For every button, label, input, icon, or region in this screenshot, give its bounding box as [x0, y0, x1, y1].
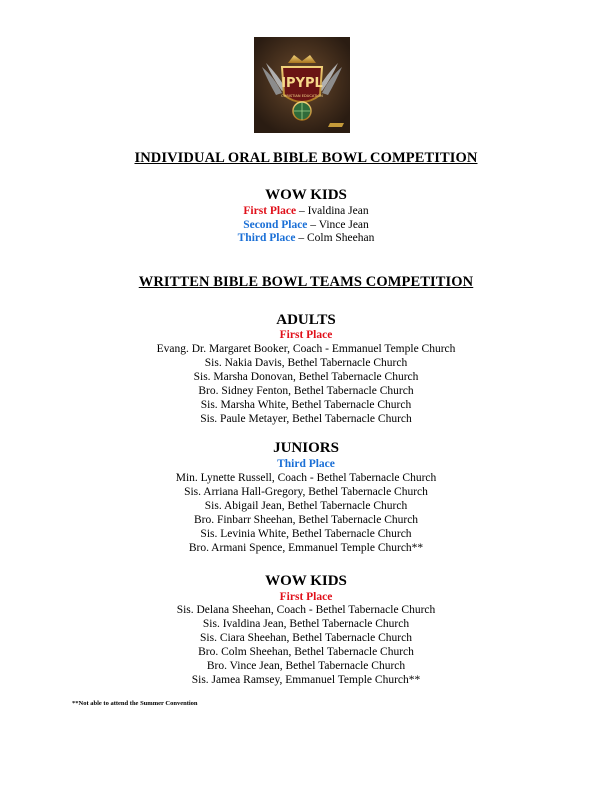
winner-name: Ivaldina Jean [307, 205, 369, 217]
logo-emblem [254, 37, 350, 133]
winner-name: Vince Jean [318, 219, 369, 231]
place-label: Second Place [243, 219, 308, 231]
team-member: Sis. Marsha Donovan, Bethel Tabernacle Church [193, 370, 419, 383]
place-label: Third Place [237, 232, 296, 244]
team-place-juniors: Third Place [277, 458, 335, 470]
oral-result-third [0, 232, 612, 246]
separator: – [296, 205, 308, 217]
team-member: Sis. Nakia Davis, Bethel Tabernacle Church [204, 356, 408, 369]
team-group-juniors: JUNIORS [273, 440, 339, 456]
team-member: Bro. Finbarr Sheehan, Bethel Tabernacle Church [193, 513, 419, 526]
team-member: Bro. Armani Spence, Emmanuel Temple Church** [188, 541, 424, 554]
team-member: Sis. Arriana Hall-Gregory, Bethel Tabernacle Church [184, 485, 428, 498]
team-place-adults: First Place [279, 329, 333, 341]
team-member: Sis. Marsha White, Bethel Tabernacle Church [200, 398, 412, 411]
oral-result-second [0, 219, 612, 233]
logo-subtext: CHRISTIAN EDUCATION [281, 94, 323, 98]
team-member: Sis. Jamea Ramsey, Emmanuel Temple Church** [191, 673, 421, 686]
written-bible-bowl-title: WRITTEN BIBLE BOWL TEAMS COMPETITION [138, 274, 474, 290]
team-members-juniors [0, 472, 612, 555]
oral-bible-bowl-title: INDIVIDUAL ORAL BIBLE BOWL COMPETITION [134, 150, 478, 166]
team-member: Sis. Ciara Sheehan, Bethel Tabernacle Church [200, 631, 412, 644]
team-member: Sis. Paule Metayer, Bethel Tabernacle Church [200, 412, 412, 425]
team-members-wow-kids [0, 604, 612, 687]
team-member: Evang. Dr. Margaret Booker, Coach - Emmanuel Temple Church [156, 343, 456, 355]
team-member: Sis. Abigail Jean, Bethel Tabernacle Church [204, 499, 408, 512]
separator: – [295, 232, 307, 244]
footnote: **Not able to attend the Summer Convention [72, 700, 198, 707]
team-group-adults: ADULTS [276, 312, 336, 328]
team-member: Sis. Levinia White, Bethel Tabernacle Church [200, 527, 412, 540]
logo-text: IPYPL [281, 76, 323, 91]
place-label: First Place [243, 205, 297, 217]
team-member: Bro. Vince Jean, Bethel Tabernacle Church [206, 659, 406, 672]
team-member: Bro. Sidney Fenton, Bethel Tabernacle Church [198, 384, 414, 397]
team-members-adults [0, 343, 612, 426]
ipypl-logo [254, 37, 350, 133]
team-member: Sis. Ivaldina Jean, Bethel Tabernacle Church [202, 617, 410, 630]
team-member: Sis. Delana Sheehan, Coach - Bethel Tabernacle Church [176, 604, 436, 616]
team-group-wow-kids: WOW KIDS [265, 573, 347, 589]
separator: – [307, 219, 319, 231]
team-place-wow-kids: First Place [279, 591, 333, 603]
oral-group-wow-kids: WOW KIDS [265, 187, 347, 203]
team-member: Bro. Colm Sheehan, Bethel Tabernacle Church [198, 645, 414, 658]
team-member: Min. Lynette Russell, Coach - Bethel Tabernacle Church [175, 472, 437, 484]
oral-result-first [0, 205, 612, 219]
winner-name: Colm Sheehan [306, 232, 375, 244]
